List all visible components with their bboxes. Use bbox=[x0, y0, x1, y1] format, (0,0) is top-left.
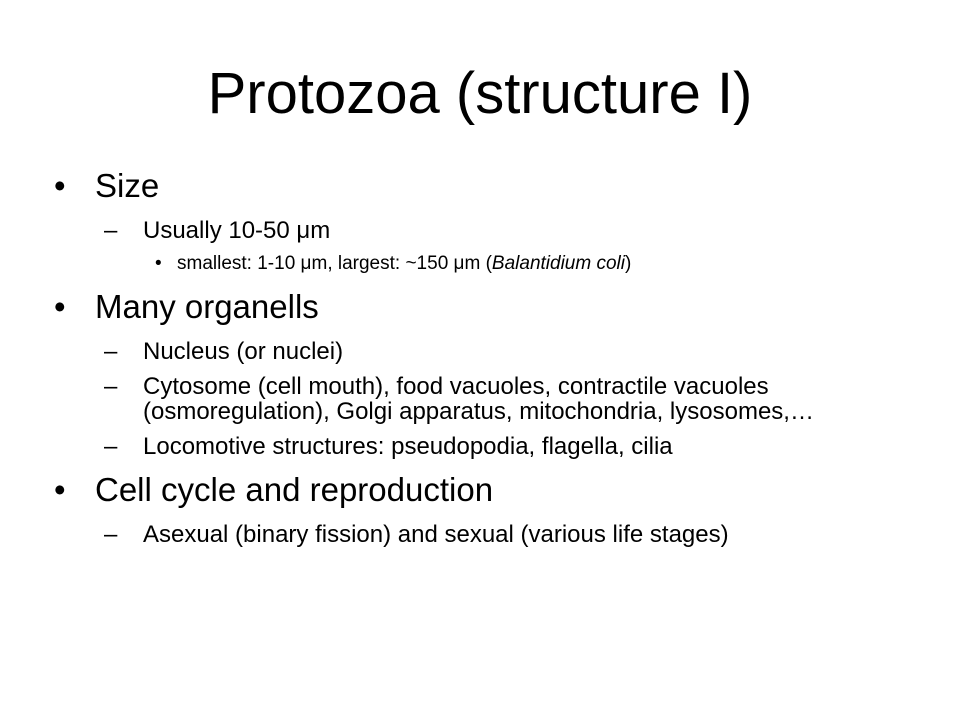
bullet-size bbox=[54, 163, 914, 209]
size-range-close: ) bbox=[625, 253, 632, 274]
bullet-marker: • bbox=[54, 288, 66, 325]
sub-bullet-nucleus bbox=[54, 339, 914, 364]
bullet-marker: • bbox=[54, 471, 66, 508]
sub-bullet-usual-size bbox=[54, 218, 914, 243]
bullet-cell-cycle bbox=[54, 467, 914, 513]
sub-bullet-text: Asexual (binary fission) and sexual (various life stages) bbox=[143, 521, 729, 548]
sub-bullet-text: Locomotive structures: pseudopodia, flagella, cilia bbox=[143, 433, 673, 460]
bullet-text: Many organells bbox=[95, 288, 319, 325]
bullet-organells bbox=[54, 284, 914, 330]
sub-bullet-locomotive bbox=[54, 434, 914, 459]
species-name: Balantidium coli bbox=[491, 253, 625, 274]
sub-bullet-text: Usually 10-50 μm bbox=[143, 217, 331, 244]
sub-bullet-text: Cytosome (cell mouth), food vacuoles, contractile vacuoles (osmoregulation), Golgi apparatus, mitochondria, lysosomes,… bbox=[143, 373, 814, 425]
size-range-text: smallest: 1-10 μm, largest: ~150 μm ( bbox=[177, 253, 492, 274]
slide-title: Protozoa (structure I) bbox=[207, 61, 753, 126]
slide-content bbox=[54, 163, 914, 547]
sub-bullet-reproduction bbox=[54, 522, 914, 547]
bullet-marker: • bbox=[54, 167, 66, 204]
dash-marker: – bbox=[104, 373, 118, 400]
dot-marker: • bbox=[155, 253, 162, 274]
sub-sub-bullet-size-range bbox=[54, 252, 914, 276]
sub-bullet-cytosome bbox=[54, 374, 914, 424]
dash-marker: – bbox=[104, 338, 118, 365]
dash-marker: – bbox=[104, 521, 118, 548]
bullet-text: Size bbox=[95, 167, 160, 204]
bullet-text: Cell cycle and reproduction bbox=[95, 471, 494, 508]
dash-marker: – bbox=[104, 217, 118, 244]
dash-marker: – bbox=[104, 433, 118, 460]
sub-bullet-text: Nucleus (or nuclei) bbox=[143, 338, 344, 365]
